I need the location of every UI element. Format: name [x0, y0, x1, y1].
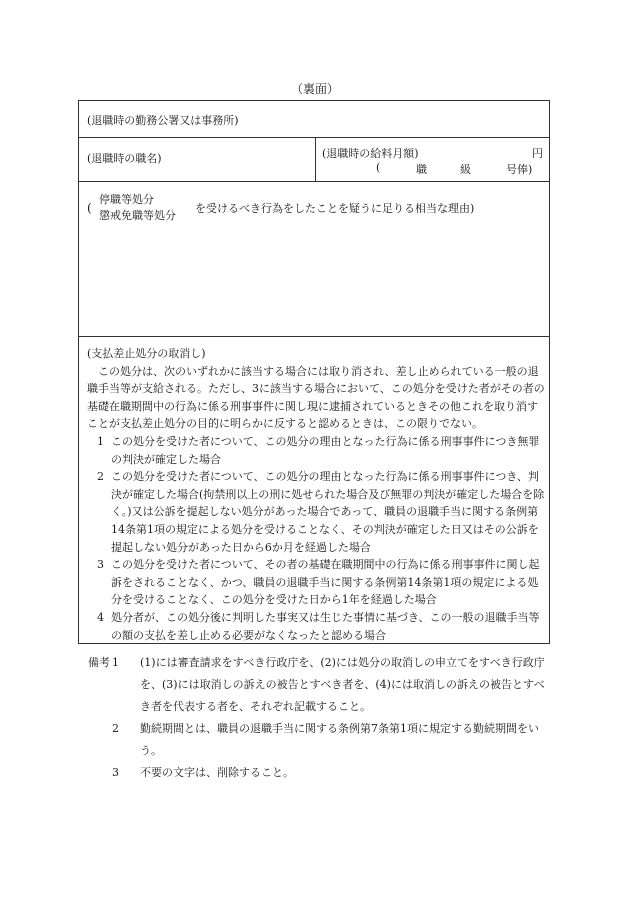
- condition-text: この処分を受けた者について、この処分の理由となった行為に係る刑事事件につき無罪の判決が確定した場合: [111, 434, 540, 466]
- note-text: 勤続期間とは、職員の退職手当に関する条例第7条第1項に規定する勤続期間をいう。: [140, 722, 539, 757]
- withdraw-section: [87, 345, 545, 644]
- form-table: [78, 100, 550, 644]
- position-salary-row: [79, 138, 549, 182]
- condition-number: 3: [97, 558, 104, 572]
- office-label: (退職時の勤務公署又は事務所): [87, 114, 239, 127]
- note-item: [88, 762, 550, 784]
- note-item: [88, 718, 550, 762]
- withdraw-heading: (支払差止処分の取消し): [87, 347, 206, 360]
- withdraw-row: [79, 337, 549, 645]
- note-number: 1: [112, 656, 119, 669]
- condition-item: [87, 556, 545, 609]
- salary-unit: 円: [532, 147, 543, 160]
- office-row: [79, 101, 549, 138]
- note-number: 2: [112, 722, 119, 735]
- condition-text: この処分を受けた者について、この処分の理由となった行為に係る刑事事件につき、判決が確定した場合(拘禁刑以上の刑に処せられた場合及び無罪の判決が確定した場合を除く。)又は公訴を提起しない処分があった場合であって、職員の退職手当に関する条例第14条第1項の規定による処分を受けることなく、その判決が確定した日又はその公訴を提起しない処分があった日から6か月を経過した場合: [111, 470, 545, 554]
- withdraw-body: この処分は、次のいずれかに該当する場合には取り消され、差し止められている一般の退職手当等が支給される。ただし、3に該当する場合において、この処分を受けた者がその者の基礎在職期間中の行為に係る刑事事件に関し現に逮捕されているときその他これを取り消すことが支払差止処分の目的に明らかに反すると認めるときは、この限りでない。: [87, 364, 545, 431]
- condition-item: [87, 433, 545, 468]
- condition-text: この処分を受けた者について、その者の基礎在職期間中の行為に係る刑事事件に関し起訴をされることなく、かつ、職員の退職手当に関する条例第14条第1項の規定による処分を受けることなく、この処分を受けた日から1年を経過した場合: [111, 558, 540, 607]
- salary-cell: [316, 138, 551, 181]
- salary-sub-grade: 職: [416, 163, 427, 176]
- notes-section: [88, 652, 550, 784]
- condition-item: [87, 468, 545, 556]
- condition-item: [87, 609, 545, 644]
- salary-label: (退職時の給料月額): [322, 147, 419, 160]
- condition-number: 2: [97, 470, 104, 484]
- reason-option-suspension: 停職等処分: [99, 193, 154, 206]
- salary-sub-open: (: [376, 161, 381, 174]
- position-cell: [79, 138, 316, 181]
- notes-label: 備考: [88, 656, 110, 669]
- salary-sub-step: 号俸): [506, 163, 533, 176]
- position-label: (退職時の職名): [87, 152, 162, 165]
- note-item: [88, 652, 550, 718]
- note-text: 不要の文字は、削除すること。: [140, 766, 294, 779]
- note-number: 3: [112, 766, 119, 779]
- reason-paren-open: (: [87, 201, 92, 215]
- reason-row: [79, 182, 549, 337]
- salary-sub-level: 級: [460, 163, 471, 176]
- reason-text: を受けるべき行為をしたことを疑うに足りる相当な理由): [195, 202, 475, 215]
- reason-options: [99, 192, 176, 224]
- note-text: (1)には審査請求をすべき行政庁を、(2)には処分の取消しの申立てをすべき行政庁を、(3)には取消しの訴えの被告とすべき者を、(4)には取消しの訴えの被告とすべき者を代表する者を、それぞれ記載すること。: [140, 656, 545, 713]
- condition-number: 4: [97, 610, 104, 624]
- reason-option-dismissal: 懲戒免職等処分: [99, 209, 176, 222]
- condition-text: 処分者が、この処分後に判明した事実又は生じた事情に基づき、この一般の退職手当等の額の支払を差し止める必要がなくなったと認める場合: [111, 610, 540, 642]
- page-title: （裏面）: [290, 82, 339, 96]
- condition-number: 1: [97, 434, 104, 448]
